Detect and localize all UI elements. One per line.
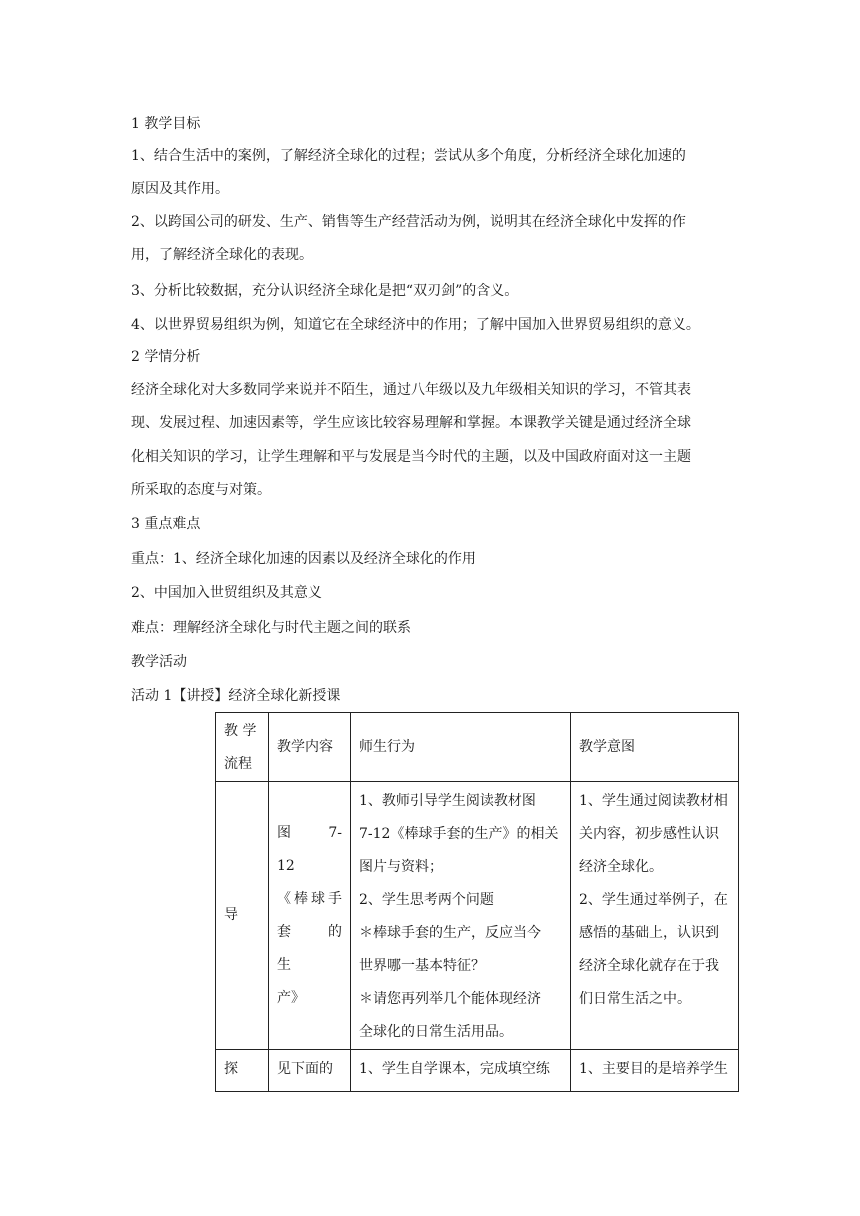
row1-content-line-1: 图 7-12	[277, 824, 342, 874]
goals-heading: 1 教学目标	[131, 116, 201, 132]
table-row	[216, 1050, 739, 1092]
row1-flow: 导	[216, 782, 269, 1050]
goal-2-line-a: 2、以跨国公司的研发、生产、销售等生产经营活动为例，说明其在经济全球化中发挥的作	[131, 214, 686, 230]
header-intent: 教学意图	[571, 713, 739, 782]
difficulty: 难点：理解经济全球化与时代主题之间的联系	[131, 620, 411, 636]
row2-intent: 1、主要目的是培养学生	[571, 1050, 739, 1092]
row2-behavior: 1、学生自学课本，完成填空练	[351, 1050, 571, 1092]
row1-behavior-line-7: ＊请您再列举几个能体现经济	[359, 991, 541, 1007]
table-row	[216, 782, 739, 1050]
table-header-row	[216, 713, 739, 782]
analysis-line-1: 经济全球化对大多数同学来说并不陌生，通过八年级以及九年级相关知识的学习，不管其表	[131, 382, 691, 398]
goal-3: 3、分析比较数据，充分认识经济全球化是把“双刃剑”的含义。	[131, 283, 519, 299]
key-heading: 3 重点难点	[131, 516, 201, 532]
row1-intent-line-2: 关内容，初步感性认识	[579, 826, 719, 842]
analysis-heading: 2 学情分析	[131, 349, 201, 365]
header-flow-line-2: 流程	[224, 756, 252, 772]
row1-content-line-4: 产》	[277, 989, 305, 1006]
row1-intent-line-1: 1、学生通过阅读教材相	[579, 793, 728, 809]
header-content: 教学内容	[269, 713, 351, 782]
header-behavior: 师生行为	[351, 713, 571, 782]
row2-content: 见下面的	[269, 1050, 351, 1092]
row1-content-line-2: 《棒球手	[277, 890, 342, 907]
analysis-line-3: 化相关知识的学习，让学生理解和平与发展是当今时代的主题，以及中国政府面对这一主题	[131, 449, 691, 465]
header-flow-line-1: 教 学	[224, 723, 257, 739]
row1-behavior-line-4: 2、学生思考两个问题	[359, 892, 494, 908]
row1-intent-line-5: 感悟的基础上，认识到	[579, 925, 719, 941]
key-point-1: 重点：1、经济全球化加速的因素以及经济全球化的作用	[131, 551, 476, 567]
row1-behavior-line-6: 世界哪一基本特征？	[359, 958, 485, 974]
row1-intent-line-4: 2、学生通过举例子，在	[579, 892, 728, 908]
lesson-plan-table	[215, 712, 739, 1092]
row1-intent-line-7: 们日常生活之中。	[579, 991, 691, 1007]
row1-content	[269, 782, 356, 1050]
goal-4: 4、以世界贸易组织为例，知道它在全球经济中的作用；了解中国加入世界贸易组织的意义。	[131, 317, 700, 333]
key-point-2: 2、中国加入世贸组织及其意义	[131, 585, 322, 601]
row1-intent-line-3: 经济全球化。	[579, 859, 663, 875]
row1-behavior	[351, 782, 571, 1050]
analysis-line-4: 所采取的态度与对策。	[131, 482, 271, 498]
activities-heading: 教学活动	[131, 654, 187, 670]
row1-content-line-3: 套 的 生	[277, 923, 356, 973]
row1-intent	[571, 782, 739, 1050]
row1-behavior-line-1: 1、教师引导学生阅读教材图	[359, 793, 536, 809]
activity-1-title: 活动 1【讲授】经济全球化新授课	[131, 688, 341, 704]
goal-2-line-b: 用，了解经济全球化的表现。	[131, 247, 313, 263]
header-flow	[216, 713, 269, 782]
goal-1-line-b: 原因及其作用。	[131, 181, 229, 197]
row2-flow: 探	[216, 1050, 269, 1092]
analysis-line-2: 现、发展过程、加速因素等，学生应该比较容易理解和掌握。本课教学关键是通过经济全球	[131, 415, 691, 431]
row1-intent-line-6: 经济全球化就存在于我	[579, 958, 719, 974]
goal-1-line-a: 1、结合生活中的案例，了解经济全球化的过程；尝试从多个角度，分析经济全球化加速的	[131, 148, 686, 164]
row1-behavior-line-5: ＊棒球手套的生产，反应当今	[359, 925, 541, 941]
row1-behavior-line-3: 图片与资料；	[359, 859, 443, 875]
row1-behavior-line-8: 全球化的日常生活用品。	[359, 1024, 513, 1040]
row1-behavior-line-2: 7-12《棒球手套的生产》的相关	[359, 826, 559, 842]
